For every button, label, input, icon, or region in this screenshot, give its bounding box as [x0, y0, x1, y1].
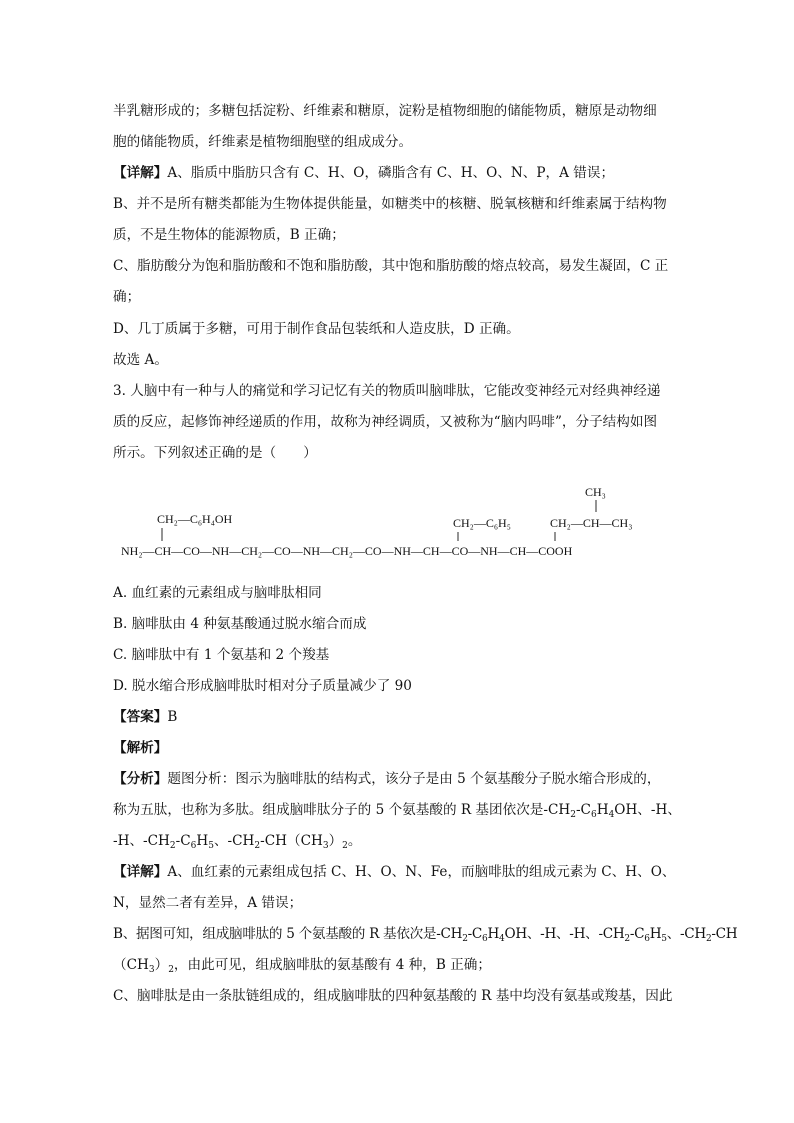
main-chain: NH₂—CH—CO—NH—CH₂—CO—NH—CH₂—CO—NH—CH—CO—NH—CH—COOH — [121, 544, 573, 558]
line-1: 半乳糖形成的；多糖包括淀粉、纤维素和糖原，淀粉是植物细胞的储能物质，糖原是动物细 — [113, 103, 657, 119]
analysis-tag: 【解析】 — [113, 740, 168, 756]
answer-line — [113, 707, 681, 727]
option-a: A. 血红素的元素组成与脑啡肽相同 — [113, 585, 322, 601]
line-9: 故选 A。 — [113, 352, 168, 368]
answer-value: B — [167, 709, 178, 725]
detail-b-line-1: B、据图可知，组成脑啡肽的 5 个氨基酸的 R 基依次是$-CH_2-C_6H_4OH$、-H、-H、$-CH_2-C_6H_5$、$-CH_2-CH$ — [113, 926, 738, 944]
line-6: C、脂肪酸分为饱和脂肪酸和不饱和脂肪酸，其中饱和脂肪酸的熔点较高，易发生凝固，C 正 — [113, 258, 669, 274]
r-group-4: CH₂—C₆H₅ — [453, 516, 511, 530]
question-3-line-2: 质的反应，起修饰神经递质的作用，故称为神经调质，又被称为“脑内吗啡”，分子结构如图 — [113, 414, 658, 430]
analysis-line-1: 【分析】题图分析：图示为脑啡肽的结构式，该分子是由 5 个氨基酸分子脱水缩合形成的， — [113, 771, 661, 787]
answer-tag: 【答案】 — [113, 709, 168, 725]
line-5: 质，不是生物体的能源物质，B 正确； — [113, 227, 345, 243]
detail-c-line-1: C、脑啡肽是由一条肽链组成的，组成脑啡肽的四种氨基酸的 R 基中均没有氨基或羧基，因此 — [113, 988, 673, 1004]
r-group-5: CH₂—CH—CH₃ — [550, 516, 633, 530]
analysis-sub-tag: 【分析】 — [113, 771, 168, 787]
option-d: D. 脱水缩合形成脑啡肽时相对分子质量减少了 90 — [113, 678, 412, 694]
line-7: 确； — [113, 289, 141, 305]
r5-methyl: CH₃ — [585, 485, 606, 499]
line-3: 【详解】A、脂质中脂肪只含有 C、H、O，磷脂含有 C、H、O、N、P，A 错误； — [113, 165, 615, 181]
analysis-line-3: -H、$-CH_2-C_6H_5$、$-CH_2-CH(CH_3)_2$。 — [113, 833, 362, 851]
analysis-line-2: 称为五肽，也称为多肽。组成脑啡肽分子的 5 个氨基酸的 R 基团依次是$-CH_2-C_6H_4OH$、-H、 — [113, 802, 681, 820]
detail-a-line-2: N，显然二者有差异，A 错误； — [113, 895, 303, 911]
r-group-1: CH₂—C₆H₄OH — [157, 512, 233, 526]
question-3-line-1: 3. 人脑中有一种与人的痛觉和学习记忆有关的物质叫脑啡肽，它能改变神经元对经典神经递 — [113, 383, 661, 399]
option-c: C. 脑啡肽中有 1 个氨基和 2 个羧基 — [113, 647, 330, 663]
line-2: 胞的储能物质，纤维素是植物细胞壁的组成成分。 — [113, 134, 413, 150]
detail-b-line-2: $(CH_3)_2$，由此可见，组成脑啡肽的氨基酸有 4 种，B 正确； — [113, 957, 491, 975]
line-8: D、几丁质属于多糖，可用于制作食品包装纸和人造皮肤，D 正确。 — [113, 321, 520, 337]
enkephalin-structure — [113, 478, 673, 570]
question-3-line-3: 所示。下列叙述正确的是（ ） — [113, 445, 317, 461]
line-4: B、并不是所有糖类都能为生物体提供能量，如糖类中的核糖、脱氧核糖和纤维素属于结构物 — [113, 196, 667, 212]
option-b: B. 脑啡肽由 4 种氨基酸通过脱水缩合而成 — [113, 616, 367, 632]
detail-tag: 【详解】 — [113, 165, 168, 181]
detail-a-line-1: 【详解】A、血红素的元素组成包括 C、H、O、N、Fe，而脑啡肽的组成元素为 C、H、O、 — [113, 864, 676, 880]
